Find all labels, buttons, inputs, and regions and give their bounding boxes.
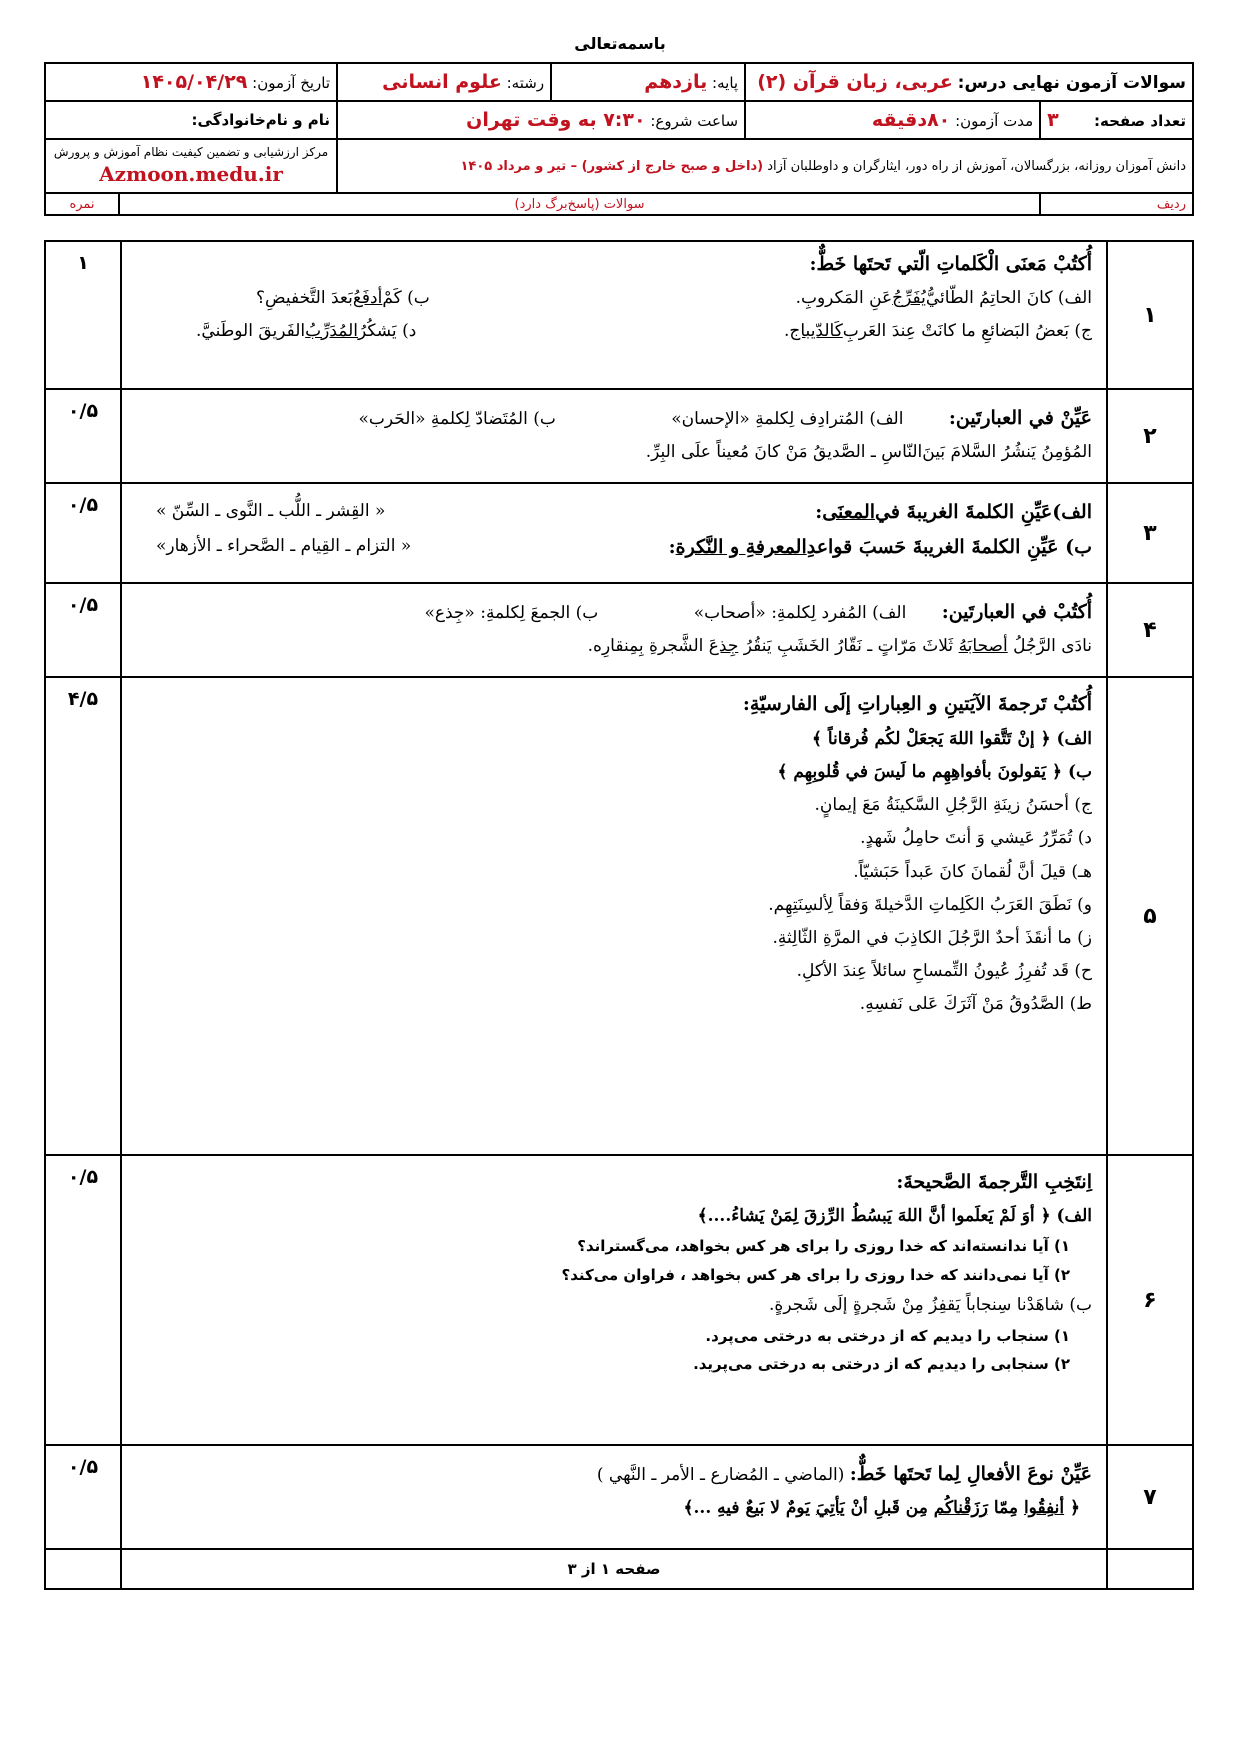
q5-item: ز) ما أنقَذَ أحدٌ الرَّجُلَ الكاذِبَ في المرَّةِ الثّالِثةِ. [772,927,1092,948]
center-name: مرکز ارزشیابی و تضمین کیفیت نظام آموزش و پرورش [53,145,329,160]
question-row-5 [45,677,1193,1155]
question-title: اِنتَخِبِ التَّرجمةَ الصَّحيحةَ: [896,1171,1092,1193]
question-score: ۰/۵ [45,483,121,583]
q4-item-b: ب) الجمعَ لِكلمةِ: «جِذع» [424,603,599,623]
page-number: صفحه ۱ از ۳ [121,1549,1107,1589]
questions-table [44,240,1194,1590]
q2-line-1 [136,404,1092,433]
q5-item: ط) الصَّدُوقُ مَنْ آثَرَكَ عَلى نَفسِهِ. [859,994,1092,1015]
question-body [121,583,1107,677]
question-row-2 [45,389,1193,483]
question-score: ۰/۵ [45,1445,121,1549]
grade-cell [551,63,745,101]
students-session: (داخل و صبح خارج از کشور) – تیر و مرداد ۱۴۰۵ [460,158,764,174]
q1-item-d: د) يَشكُرُالمُدَرِّبُالفَريقَ الوطَنيَّ. [196,320,417,341]
footer-row [45,1549,1193,1589]
date-cell [45,63,337,101]
q1-line-1 [136,285,1092,311]
footer-empty-cell [1107,1549,1193,1589]
question-number: ۵ [1107,677,1193,1155]
q1-line-2 [136,318,1092,344]
date-label: تاریخ آزمون: [252,74,331,92]
q6-option[interactable]: ۲) سنجابی را دیدیم که از درختی به درختی می‌پرید. [693,1355,1070,1374]
question-body [121,677,1107,1155]
q3-line-a [136,498,1092,527]
exam-title-cell [745,63,1193,101]
footer-empty-cell [45,1549,121,1589]
student-name-label: نام و نام‌خانوادگی: [191,111,331,129]
course-name: عربی، زبان قرآن (۲) [757,71,953,93]
question-score: ۱ [45,241,121,389]
question-score: ۰/۵ [45,583,121,677]
grade-label: پایه: [712,74,739,92]
question-body [121,389,1107,483]
question-title: عَيِّنْ في العبارتَين: [948,407,1092,429]
question-row-1 [45,241,1193,389]
question-title: أُكتُبْ في العبارتَين: [941,601,1092,623]
q3-line-b [136,533,1092,562]
q4-line-1 [136,598,1092,627]
q2-item-a: الف) المُترادِف لِكلمةِ «الإحسان» [671,409,904,429]
question-body [121,1155,1107,1445]
q6-option[interactable]: ۲) آیا نمی‌دانند که خدا روزی را برای هر کس بخواهد ، فراوان می‌کند؟ [561,1265,1070,1284]
q3-words-a: « القِشر ـ اللُّب ـ النَّوى ـ السِّنّ » [156,501,386,521]
question-number: ۳ [1107,483,1193,583]
q7-text: ﴿ أنفِقُوا مِمّا رَزَقْناكُم مِن قَبلِ أنْ يَأتِيَ يَومٌ لا بَيعٌ فيهِ ...﴾ [683,1498,1080,1519]
q5-item: الف) ﴿ إنْ تَتَّقوا اللهَ يَجعَلْ لكُم فُرقاناً ﴾ [811,729,1092,750]
q5-item: هـ) قيلَ أنَّ لُقمانَ كانَ عَبداً حَبَشيّاً. [853,861,1092,882]
center-website: Azmoon.medu.ir [99,161,283,186]
question-body [121,241,1107,389]
q4-item-a: الف) المُفرد لِكلمةِ: «أصحاب» [693,603,907,623]
duration-label: مدت آزمون: [955,112,1034,130]
question-number: ۷ [1107,1445,1193,1549]
q1-item-a: الف) كانَ الحاتِمُ الطّائيُّيُفَرِّجُعَنِ المَكروبِ. [795,288,1092,309]
q2-text: المُؤمِنُ يَنشُرُ السَّلامَ بَينَ‌النّاسِ ـ الصَّديقُ مَنْ كانَ مُعيناً علَى البِرِّ. [645,442,1092,463]
start-value: ۷:۳۰ به وقت تهران [466,109,646,131]
duration-value: ۸۰دقیقه [871,109,951,131]
pages-cell [1040,101,1193,139]
col-score-header: نمره [45,193,119,215]
q3-title-a: الف)عَيِّنِ الكلمةَ الغريبةَ فيالمعنَى: [815,501,1092,523]
question-number: ۶ [1107,1155,1193,1445]
question-score: ۰/۵ [45,1155,121,1445]
start-label: ساعت شروع: [650,112,739,130]
q4-text: نادَى الرَّجُلُ أصحابَهُ ثَلاثَ مَرّاتٍ ـ نَقّارُ الخَشَبِ يَنقُرُ جِذعَ الشَّجرةِ بِمِنقارِه. [587,636,1092,657]
col-questions-header: سوالات (پاسخ‌برگ دارد) [119,193,1040,215]
grade-value: یازدهم [644,71,708,93]
question-row-7 [45,1445,1193,1549]
name-cell [45,101,337,139]
question-body [121,483,1107,583]
q6-item-b: ب) شاهَدْنا سِنجاباً يَقفِزُ مِنْ شَجرةٍ إلَى شَجرةٍ. [769,1295,1092,1316]
q5-item: د) تُمَرِّرُ عَيشي وَ أنتَ حامِلُ شَهدٍ. [860,828,1092,849]
question-title: أُكتُبْ تَرجمةَ الآيَتينِ و العِباراتِ إلَى الفارسيّةِ: [742,693,1092,715]
q1-item-b: ب) كَمْأدفَعُبَعدَ التَّخفيضِ؟ [256,288,430,309]
date-value: ۱۴۰۵/۰۴/۲۹ [140,71,248,93]
question-title: عَيِّنْ نوعَ الأفعالِ لِما تَحتَها خَطٌّ: [849,1463,1092,1485]
question-score: ۰/۵ [45,389,121,483]
center-cell [45,139,337,193]
q1-item-c: ج) بَعضُ البَضائعِ ما كانَتْ عِندَ العَربِكَالدّيباج. [784,320,1092,341]
q7-line-1 [136,1460,1092,1489]
question-row-6 [45,1155,1193,1445]
students-text: دانش آموزان روزانه، بزرگسالان، آموزش از راه دور، ایثارگران و داوطلبان آزاد [767,158,1186,174]
q5-item: ج) أحسَنُ زينَةِ الرَّجُلِ السَّكينَةُ مَعَ إيمانٍ. [814,795,1092,816]
q3-title-b: ب) عَيِّنِ الكلمةَ الغريبةَ حَسبَ قواعدِالمعرفةِ و النَّكرة: [668,536,1092,559]
question-title: أُكتُبْ مَعنَى الْكَلماتِ الّتي تَحتَها خَطٌّ: [809,253,1092,275]
q6-option[interactable]: ۱) آیا ندانسته‌اند که خدا روزی را برای هر کس بخواهد، می‌گستراند؟ [577,1237,1070,1256]
question-number: ۱ [1107,241,1193,389]
q5-item: ح) قَد تُفرِزُ عُيونُ التِّمساحِ سائلاً عِندَ الأكلِ. [796,961,1092,982]
q2-item-b: ب) المُتَضادّ لِكلمةِ «الحَرب» [358,409,556,429]
question-score: ۴/۵ [45,677,121,1155]
q6-option[interactable]: ۱) سنجاب را دیدیم که از درختی به درختی می‌پرد. [705,1326,1070,1345]
field-value: علوم انسانی [382,71,502,93]
pages-value: ۳ [1047,109,1059,131]
exam-title-label: سوالات آزمون نهایی درس: [957,73,1186,93]
students-cell [337,139,1193,193]
question-number: ۲ [1107,389,1193,483]
question-row-4 [45,583,1193,677]
q7-options: (الماضي ـ المُضارع ـ الأمر ـ النَّهي ) [596,1465,845,1485]
page-heading: باسمه‌تعالی [574,34,666,53]
col-row-header: ردیف [1040,193,1193,215]
q5-item: و) نَطَقَ العَرَبُ الكَلِماتِ الدَّخيلةَ وَفقاً لِألسِنَتِهِم. [768,894,1092,915]
start-cell [337,101,745,139]
duration-cell [745,101,1040,139]
field-cell [337,63,551,101]
exam-header [44,62,1194,216]
field-label: رشته: [506,74,545,92]
question-body [121,1445,1107,1549]
question-number: ۴ [1107,583,1193,677]
q6-item-a: الف) ﴿ أوَ لَمْ يَعلَموا أنَّ اللهَ يَبسُطُ الرِّزقَ لِمَنْ يَشاءُ....﴾ [697,1206,1092,1227]
q3-words-b: « التزام ـ القِيام ـ الصَّحراء ـ الأزهار» [156,536,412,557]
question-row-3 [45,483,1193,583]
q5-item: ب) ﴿ يَقولونَ بأفواهِهِم ما لَيسَ في قُلوبِهِم ﴾ [777,762,1092,783]
pages-label: تعداد صفحه: [1093,112,1186,130]
